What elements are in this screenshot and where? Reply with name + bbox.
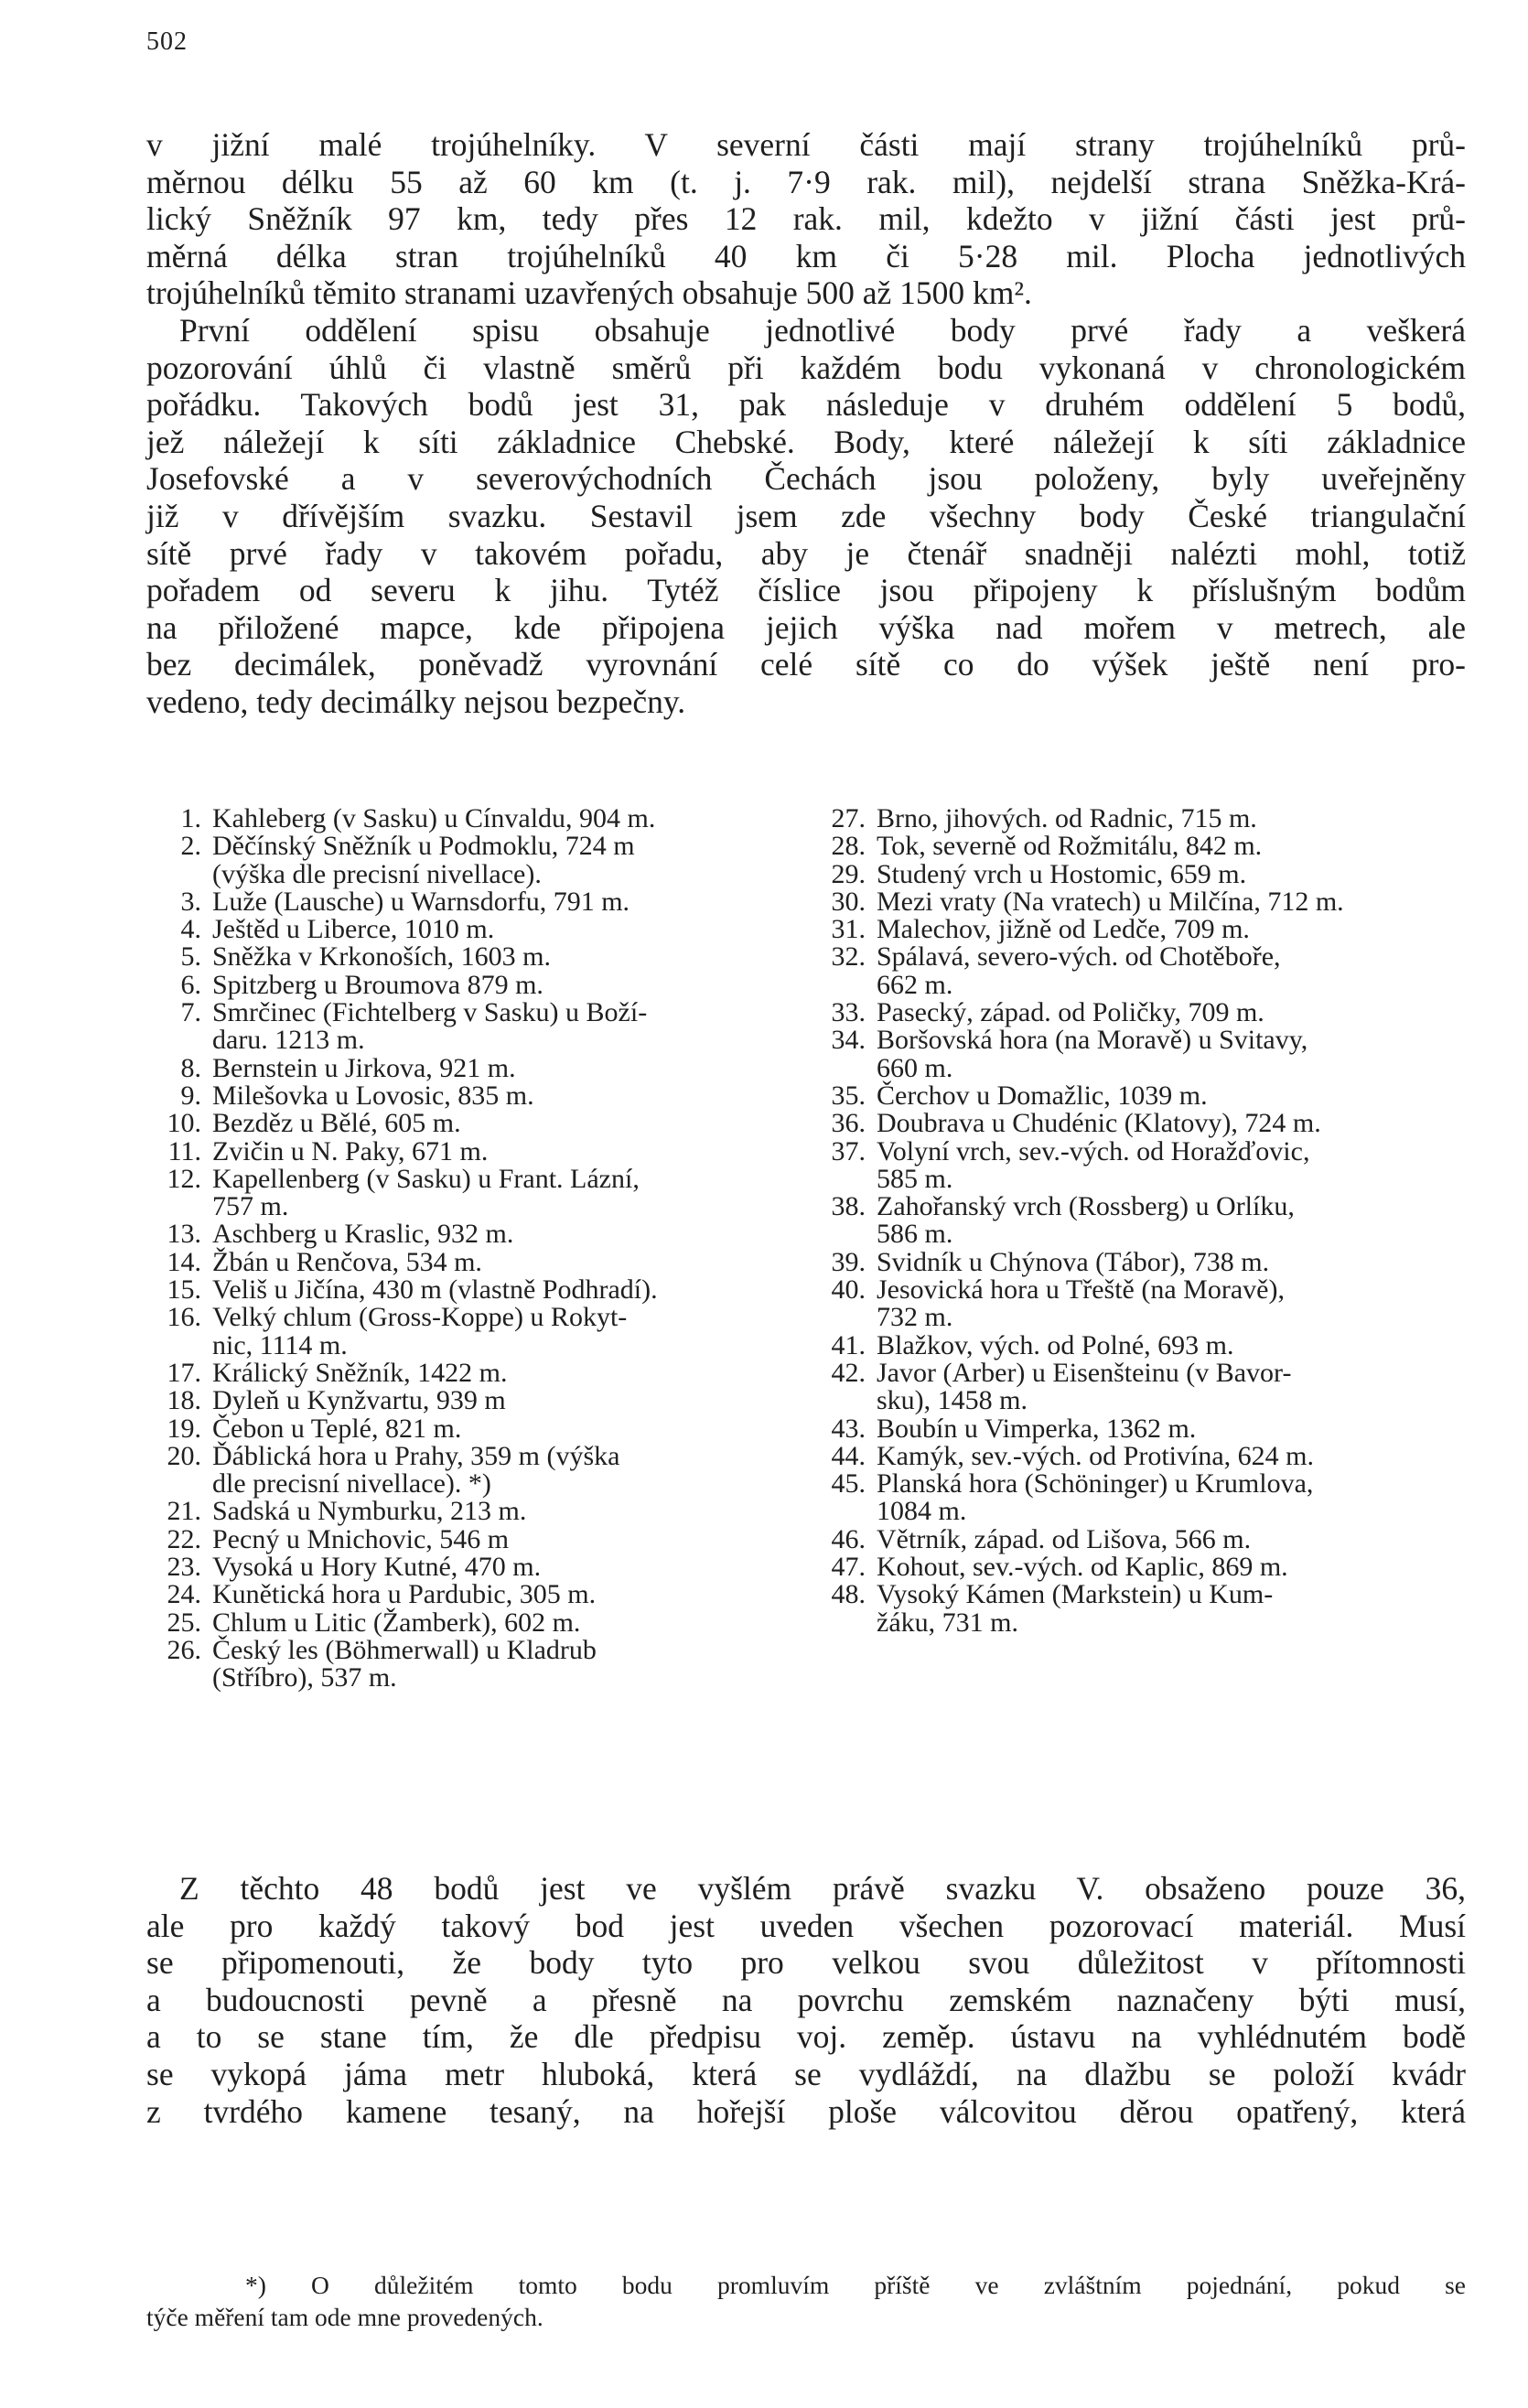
list-item-line: Aschberg u Kraslic, 932 m. — [212, 1219, 514, 1250]
list-item-line: Malechov, jižně od Ledče, 709 m. — [877, 914, 1250, 945]
list-item-line: Milešovka u Lovosic, 835 m. — [212, 1080, 534, 1111]
footnote-line: *) O důležitém tomto bodu promluvím příště ve zvláštním pojednání, pokud se — [245, 2271, 1466, 2299]
list-item-line: Sněžka v Krkonoších, 1603 m. — [212, 941, 551, 973]
list-item-number: 11. — [167, 1135, 201, 1166]
list-item-number: 16. — [167, 1302, 201, 1333]
list-item-text — [877, 888, 1468, 916]
list-item — [822, 1357, 1468, 1416]
list-item — [157, 1357, 798, 1388]
list-item — [157, 1498, 798, 1525]
list-item — [822, 1082, 1468, 1110]
list-item-number: 24. — [167, 1579, 201, 1610]
list-item-number: 5. — [180, 941, 201, 973]
points-list-right — [822, 805, 1468, 1637]
list-item — [822, 1110, 1468, 1137]
list-item — [157, 1110, 798, 1137]
list-item — [157, 1082, 798, 1110]
list-item-line: (výška dle precisní nivellace). — [212, 858, 542, 889]
list-item-line: Boubín u Vimperka, 1362 m. — [877, 1413, 1197, 1444]
list-item-text — [877, 833, 1468, 860]
list-item-line: Čebon u Teplé, 821 m. — [212, 1413, 462, 1444]
list-item-number: 12. — [167, 1163, 201, 1194]
list-item-number: 35. — [831, 1080, 866, 1111]
text-line: v jižní malé trojúhelníky. V severní části mají strany trojúhelníků prů- — [146, 126, 1466, 163]
list-item — [157, 1163, 798, 1222]
list-item — [822, 833, 1468, 860]
text-line: trojúhelníků těmito stranami uzavřených obsahuje 500 až 1500 km². — [146, 274, 1032, 312]
list-item-text — [212, 1415, 798, 1443]
list-item — [157, 805, 798, 833]
list-item-number: 9. — [180, 1080, 201, 1111]
list-item-line: Čerchov u Domažlic, 1039 m. — [877, 1080, 1208, 1111]
intro-paragraph — [146, 126, 1466, 721]
list-item-text — [212, 1634, 798, 1693]
list-item-line: Veliš u Jičína, 430 m (vlastně Podhradí). — [212, 1274, 658, 1306]
list-item — [822, 1581, 1468, 1637]
list-item-line: Svidník u Chýnova (Tábor), 738 m. — [877, 1246, 1270, 1277]
list-item — [822, 1415, 1468, 1443]
list-item-text — [877, 1329, 1468, 1360]
text-line: pořádku. Takových bodů jest 31, pak následuje v druhém oddělení 5 bodů, — [146, 386, 1466, 424]
list-item-text — [212, 1387, 798, 1414]
list-item-text — [212, 1082, 798, 1110]
list-item-text — [877, 916, 1468, 943]
list-item-number: 22. — [167, 1523, 201, 1554]
list-item-text — [212, 1163, 798, 1222]
list-item — [822, 1329, 1468, 1360]
list-item-line: Větrník, západ. od Lišova, 566 m. — [877, 1523, 1252, 1554]
list-item-text — [212, 1523, 798, 1554]
list-item-text — [877, 1523, 1468, 1554]
list-item-line: Vysoká u Hory Kutné, 470 m. — [212, 1552, 542, 1583]
list-item-line: Bezděz u Bělé, 605 m. — [212, 1108, 461, 1139]
list-item-line: Brno, jihových. od Radnic, 715 m. — [877, 803, 1257, 833]
list-item-line: 757 m. — [212, 1191, 289, 1222]
list-item-line: dle precisní nivellace). *) — [212, 1468, 491, 1500]
list-item-number: 44. — [831, 1440, 866, 1471]
list-item — [157, 1634, 798, 1693]
list-item — [157, 1387, 798, 1414]
list-item — [822, 999, 1468, 1027]
list-item — [157, 833, 798, 888]
list-item-text — [877, 1440, 1468, 1471]
list-item — [157, 1052, 798, 1083]
list-item-line: Spitzberg u Broumova 879 m. — [212, 969, 543, 1000]
list-item-text — [212, 833, 798, 888]
list-item-number: 18. — [167, 1385, 201, 1416]
list-item — [822, 888, 1468, 916]
list-item-text — [877, 1082, 1468, 1110]
text-line: jež náležejí k síti základnice Chebské. Body, které náležejí k síti základnice — [146, 423, 1466, 460]
list-item-line: Sadská u Nymburku, 213 m. — [212, 1496, 527, 1527]
list-item — [157, 1553, 798, 1581]
list-item-text — [212, 916, 798, 943]
list-item-line: 662 m. — [877, 969, 953, 1000]
list-item-number: 41. — [831, 1329, 866, 1360]
list-item-line: Tok, severně od Rožmitálu, 842 m. — [877, 831, 1263, 862]
list-item-line: nic, 1114 m. — [212, 1329, 348, 1360]
list-item — [157, 1415, 798, 1443]
list-item-number: 39. — [831, 1246, 866, 1277]
text-line: sítě prvé řady v takovém pořadu, aby je čtenář snadněji nalézti mohl, totiž — [146, 534, 1466, 572]
list-item-number: 31. — [831, 914, 866, 945]
list-item-number: 37. — [831, 1135, 866, 1166]
list-item-line: (Stříbro), 537 m. — [212, 1662, 397, 1693]
list-item-line: daru. 1213 m. — [212, 1025, 365, 1056]
list-item-text — [212, 1609, 798, 1637]
list-item-number: 3. — [180, 886, 201, 917]
list-item-line: sku), 1458 m. — [877, 1385, 1028, 1416]
list-item — [822, 943, 1468, 999]
text-line: se připomenouti, že body tyto pro velkou svou důležitost v přítomnosti — [146, 1944, 1466, 1982]
list-item-text — [877, 1470, 1468, 1526]
list-item-text — [212, 1135, 798, 1166]
list-item-line: Kamýk, sev.-vých. od Protivína, 624 m. — [877, 1440, 1314, 1471]
list-item-text — [877, 1193, 1468, 1249]
text-line: měrnou délku 55 až 60 km (t. j. 7·9 rak. mil), nejdelší strana Sněžka-Krá- — [146, 163, 1466, 200]
list-item-number: 43. — [831, 1413, 866, 1444]
list-item-number: 29. — [831, 858, 866, 889]
list-item — [157, 1609, 798, 1637]
list-item-text — [877, 1553, 1468, 1581]
list-item-line: Zvičin u N. Paky, 671 m. — [212, 1135, 489, 1166]
list-item-number: 26. — [167, 1634, 201, 1665]
list-item-number: 15. — [167, 1274, 201, 1306]
list-item-line: Velký chlum (Gross-Koppe) u Rokyt- — [212, 1302, 628, 1333]
list-item — [822, 858, 1468, 889]
text-line: se vykopá jáma metr hluboká, která se vydláždí, na dlažbu se položí kvádr — [146, 2055, 1466, 2092]
list-item-number: 45. — [831, 1468, 866, 1500]
list-item-text — [877, 1276, 1468, 1332]
text-line: a budoucnosti pevně a přesně na povrchu zemském naznačeny býti musí, — [146, 1981, 1466, 2018]
points-list-left — [157, 805, 798, 1693]
list-item-text — [877, 1110, 1468, 1137]
list-item — [822, 1246, 1468, 1277]
list-item — [157, 1304, 798, 1360]
list-item-number: 20. — [167, 1440, 201, 1471]
list-item-text — [212, 1440, 798, 1500]
list-item — [157, 1135, 798, 1166]
list-item-line: Pecný u Mnichovic, 546 m — [212, 1523, 510, 1554]
list-item-text — [877, 943, 1468, 999]
text-line: Josefovské a v severovýchodních Čechách jsou položeny, byly uveřejněny — [146, 460, 1466, 498]
list-item-text — [212, 1052, 798, 1083]
list-item-line: Boršovská hora (na Moravě) u Svitavy, — [877, 1025, 1308, 1056]
list-item-line: Jesovická hora u Třeště (na Moravě), — [877, 1274, 1285, 1306]
text-line: a to se stane tím, že dle předpisu voj. zeměp. ústavu na vyhlédnutém bodě — [146, 2018, 1466, 2056]
list-item-number: 6. — [180, 969, 201, 1000]
list-item — [157, 1220, 798, 1248]
list-item-text — [212, 1357, 798, 1388]
list-item-text — [212, 943, 798, 971]
list-item-number: 21. — [167, 1496, 201, 1527]
list-item-text — [877, 1581, 1468, 1637]
list-item-number: 8. — [180, 1052, 201, 1083]
list-item-line: Volyní vrch, sev.-vých. od Horažďovic, — [877, 1135, 1310, 1166]
list-item-number: 40. — [831, 1274, 866, 1306]
list-item-text — [212, 888, 798, 916]
closing-paragraph — [146, 1870, 1466, 2130]
list-item-line: Pasecký, západ. od Poličky, 709 m. — [877, 997, 1264, 1028]
list-item-number: 19. — [167, 1413, 201, 1444]
list-item-number: 38. — [831, 1191, 866, 1222]
list-item-number: 30. — [831, 886, 866, 917]
list-item — [157, 999, 798, 1055]
list-item-number: 4. — [180, 914, 201, 945]
list-item-line: Ještěd u Liberce, 1010 m. — [212, 914, 495, 945]
list-item-line: Chlum u Litic (Žamberk), 602 m. — [212, 1607, 581, 1638]
list-item-line: Doubrava u Chudénic (Klatovy), 724 m. — [877, 1108, 1321, 1139]
list-item — [157, 888, 798, 916]
list-item-number: 36. — [831, 1108, 866, 1139]
list-item — [157, 1246, 798, 1277]
list-item-number: 32. — [831, 941, 866, 973]
text-line: vedeno, tedy decimálky nejsou bezpečny. — [146, 683, 686, 720]
list-item-text — [877, 1135, 1468, 1194]
list-item-line: Kohout, sev.-vých. od Kaplic, 869 m. — [877, 1552, 1288, 1583]
list-item — [822, 1027, 1468, 1082]
list-item-text — [212, 1110, 798, 1137]
list-item — [822, 1470, 1468, 1526]
list-item-line: Blažkov, vých. od Polné, 693 m. — [877, 1329, 1234, 1360]
footnote-line: týče měření tam ode mne provedených. — [146, 2303, 543, 2331]
list-item-line: Kunětická hora u Pardubic, 305 m. — [212, 1579, 597, 1610]
list-item-line: 586 m. — [877, 1219, 953, 1250]
list-item-line: Děčínský Sněžník u Podmoklu, 724 m — [212, 831, 635, 862]
list-item-line: Smrčinec (Fichtelberg v Sasku) u Boží- — [212, 997, 648, 1028]
list-item — [157, 969, 798, 1000]
list-item — [822, 805, 1468, 833]
text-line: měrná délka stran trojúhelníků 40 km či 5·28 mil. Plocha jednotlivých — [146, 237, 1466, 274]
list-item-text — [212, 969, 798, 1000]
list-item-text — [877, 1415, 1468, 1443]
page-number: 502 — [146, 27, 188, 56]
list-item-line: Bernstein u Jirkova, 921 m. — [212, 1052, 516, 1083]
text-line: bez decimálek, poněvadž vyrovnání celé sítě co do výšek ještě není pro- — [146, 646, 1466, 683]
list-item-text — [877, 1246, 1468, 1277]
text-line: Z těchto 48 bodů jest ve vyšlém právě svazku V. obsaženo pouze 36, — [179, 1870, 1466, 1907]
list-item — [157, 1581, 798, 1608]
list-item-number: 14. — [167, 1246, 201, 1277]
list-item-line: Český les (Böhmerwall) u Kladrub — [212, 1634, 597, 1665]
list-item-line: Zahořanský vrch (Rossberg) u Orlíku, — [877, 1191, 1295, 1222]
list-item-number: 34. — [831, 1025, 866, 1056]
list-item — [157, 943, 798, 971]
list-item — [157, 1276, 798, 1304]
list-item-line: žáku, 731 m. — [877, 1607, 1018, 1638]
list-item-line: 660 m. — [877, 1052, 953, 1083]
list-item-line: Dyleň u Kynžvartu, 939 m — [212, 1385, 506, 1416]
list-item — [157, 916, 798, 943]
list-item-text — [877, 999, 1468, 1027]
list-item-text — [212, 805, 798, 833]
text-line: z tvrdého kamene tesaný, na hořejší ploše válcovitou děrou opatřený, která — [146, 2092, 1466, 2130]
list-item-number: 47. — [831, 1552, 866, 1583]
list-item-text — [877, 1027, 1468, 1082]
list-item-line: Ďáblická hora u Prahy, 359 m (výška — [212, 1440, 620, 1471]
list-item-text — [212, 1498, 798, 1525]
list-item-number: 13. — [167, 1219, 201, 1250]
text-line: pozorování úhlů či vlastně směrů při každém bodu vykonaná v chronologickém — [146, 349, 1466, 386]
list-item-line: Kapellenberg (v Sasku) u Frant. Lázní, — [212, 1163, 640, 1194]
list-item — [157, 1523, 798, 1554]
list-item-line: Javor (Arber) u Eisenšteinu (v Bavor- — [877, 1357, 1292, 1388]
list-item — [157, 1440, 798, 1500]
list-item-number: 25. — [167, 1607, 201, 1638]
footnote — [146, 2269, 1466, 2333]
list-item-number: 28. — [831, 831, 866, 862]
list-item-number: 27. — [831, 803, 866, 833]
list-item-number: 7. — [180, 997, 201, 1028]
text-line: lický Sněžník 97 km, tedy přes 12 rak. mil, kdežto v jižní části jest prů- — [146, 200, 1466, 238]
list-item-line: Králický Sněžník, 1422 m. — [212, 1357, 508, 1388]
list-item-text — [877, 858, 1468, 889]
list-item-text — [212, 1220, 798, 1248]
list-item-number: 42. — [831, 1357, 866, 1388]
list-item — [822, 1135, 1468, 1194]
list-item-line: Kahleberg (v Sasku) u Cínvaldu, 904 m. — [212, 803, 656, 833]
list-item-text — [212, 1581, 798, 1608]
list-item-text — [877, 1357, 1468, 1416]
list-item — [822, 1276, 1468, 1332]
list-item-line: Luže (Lausche) u Warnsdorfu, 791 m. — [212, 886, 630, 917]
list-item-line: Studený vrch u Hostomic, 659 m. — [877, 858, 1247, 889]
list-item-number: 33. — [831, 997, 866, 1028]
list-item — [822, 1440, 1468, 1471]
text-line: ale pro každý takový bod jest uveden všechen pozorovací materiál. Musí — [146, 1907, 1466, 1944]
list-item-number: 1. — [180, 803, 201, 833]
list-item-line: 1084 m. — [877, 1496, 967, 1527]
list-item-line: 732 m. — [877, 1302, 953, 1333]
list-item-number: 46. — [831, 1523, 866, 1554]
list-item-text — [877, 805, 1468, 833]
list-item — [822, 1193, 1468, 1249]
list-item — [822, 916, 1468, 943]
list-item-line: Mezi vraty (Na vratech) u Milčína, 712 m. — [877, 886, 1344, 917]
list-item-text — [212, 999, 798, 1055]
list-item-text — [212, 1246, 798, 1277]
list-item-line: Planská hora (Schöninger) u Krumlova, — [877, 1468, 1314, 1500]
list-item-line: Žbán u Renčova, 534 m. — [212, 1246, 482, 1277]
list-item-text — [212, 1304, 798, 1360]
list-item-number: 2. — [180, 831, 201, 862]
list-item-line: 585 m. — [877, 1163, 953, 1194]
list-item-line: Vysoký Kámen (Markstein) u Kum- — [877, 1579, 1274, 1610]
list-item — [822, 1553, 1468, 1581]
list-item-number: 48. — [831, 1579, 866, 1610]
list-item — [822, 1523, 1468, 1554]
text-line: na přiložené mapce, kde připojena jejich výška nad mořem v metrech, ale — [146, 608, 1466, 646]
text-line: pořadem od severu k jihu. Tytéž číslice jsou připojeny k příslušným bodům — [146, 572, 1466, 609]
list-item-text — [212, 1553, 798, 1581]
list-item-line: Spálavá, severo-vých. od Chotěboře, — [877, 941, 1281, 973]
list-item-text — [212, 1276, 798, 1304]
list-item-number: 17. — [167, 1357, 201, 1388]
text-line: již v dřívějším svazku. Sestavil jsem zde všechny body České triangulační — [146, 497, 1466, 534]
text-line: První oddělení spisu obsahuje jednotlivé body prvé řady a veškerá — [179, 311, 1466, 349]
list-item-number: 10. — [167, 1108, 201, 1139]
list-item-number: 23. — [167, 1552, 201, 1583]
